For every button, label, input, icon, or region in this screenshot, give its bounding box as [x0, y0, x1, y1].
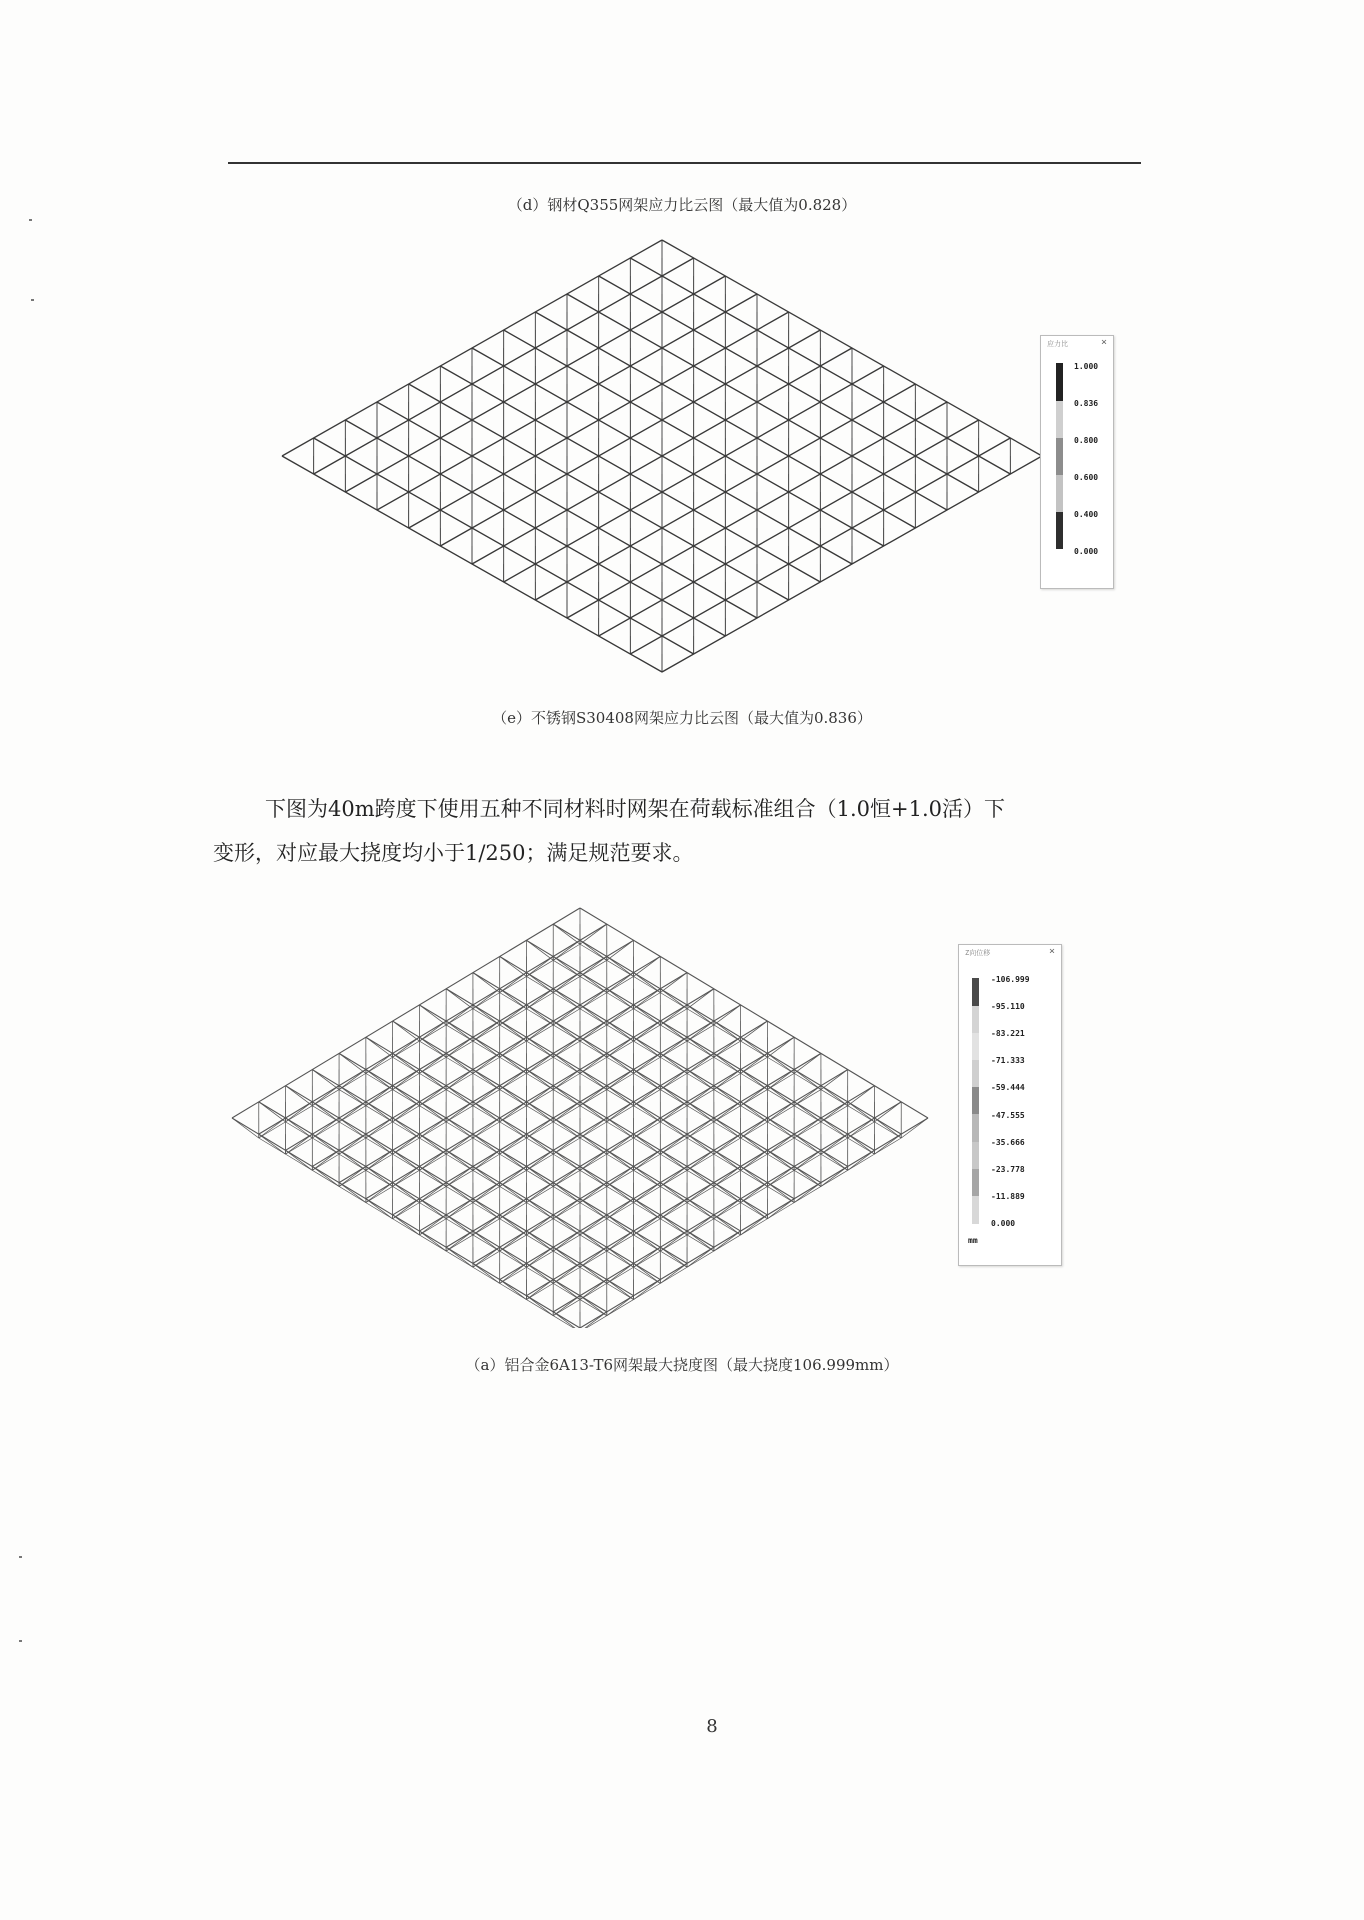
legend-unit: mm [968, 1236, 978, 1245]
legend-swatch [972, 978, 979, 1006]
caption-fig-a: （a）铝合金6A13-T6网架最大挠度图（最大挠度106.999mm） [465, 1356, 899, 1374]
legend-label: -95.110 [991, 1002, 1025, 1011]
legend-swatch [972, 1033, 979, 1060]
scan-speck [19, 1556, 22, 1558]
scan-speck [31, 299, 34, 301]
legend-label: 0.400 [1074, 510, 1099, 519]
legend-label: 0.000 [1074, 547, 1099, 556]
legend-label: -23.778 [991, 1165, 1025, 1174]
caption-fig-e: （e）不锈钢S30408网架应力比云图（最大值为0.836） [492, 709, 872, 727]
legend-swatch [972, 1196, 979, 1224]
legend-swatch [972, 1087, 979, 1114]
legend-swatch [972, 1142, 979, 1169]
legend-swatch [972, 1169, 979, 1196]
scan-speck [19, 1640, 22, 1642]
caption-fig-d: （d）钢材Q355网架应力比云图（最大值为0.828） [507, 196, 857, 214]
paragraph-line-1: 下图为40m跨度下使用五种不同材料时网架在荷载标准组合（1.0恒+1.0活）下 [265, 797, 1006, 821]
legend-label: -47.555 [991, 1111, 1025, 1120]
legend-close-icon[interactable]: × [1100, 337, 1107, 348]
legend-label: -71.333 [991, 1056, 1025, 1065]
truss-deflection-figure [222, 898, 942, 1328]
displacement-legend [958, 944, 1062, 1266]
legend-label: 0.600 [1074, 473, 1099, 482]
legend-swatch [1056, 475, 1063, 512]
stress-ratio-legend [1040, 335, 1114, 589]
legend-swatch [1056, 512, 1063, 549]
truss-stress-figure [270, 230, 1050, 690]
legend-label: 0.800 [1074, 436, 1099, 445]
legend-swatch [1056, 363, 1063, 401]
legend-label: -35.666 [991, 1138, 1025, 1147]
legend-close-icon[interactable]: × [1048, 946, 1055, 957]
legend-swatch [1056, 438, 1063, 475]
legend-swatch [972, 1114, 979, 1142]
legend-label: -106.999 [991, 975, 1030, 984]
legend-label: -11.889 [991, 1192, 1025, 1201]
legend-label: 0.836 [1074, 399, 1099, 408]
legend-label: -83.221 [991, 1029, 1025, 1038]
legend-label: -59.444 [991, 1083, 1025, 1092]
paragraph-line-2: 变形，对应最大挠度均小于1/250；满足规范要求。 [213, 841, 694, 865]
scan-speck [29, 219, 32, 221]
legend-label: 1.000 [1074, 362, 1099, 371]
legend-swatch [1056, 401, 1063, 438]
legend-label: 0.000 [991, 1219, 1016, 1228]
header-rule [228, 162, 1141, 164]
legend-swatch [972, 1006, 979, 1033]
legend-title: 应力比 [1047, 340, 1068, 348]
legend-swatch [972, 1060, 979, 1087]
page-number: 8 [706, 1716, 718, 1737]
legend-title: Z向位移 [965, 949, 991, 957]
